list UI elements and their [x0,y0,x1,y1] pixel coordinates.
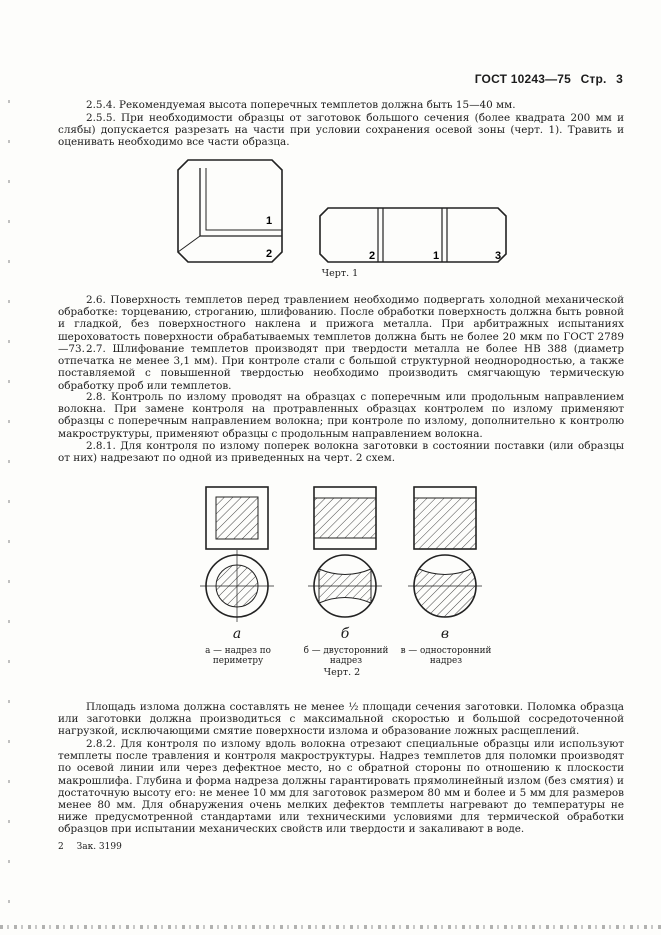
scheme-a-caption: а — надрез по периметру [205,646,271,666]
page-header [469,72,623,86]
paragraph-2-8-1-continued: Площадь излома должна составлять не менее ½ площади сечения заготовки. Поломка образца или заготовки должна производиться с максимальной скоростью и большой сосредоточенной нагрузкой, исключающими смятие поверхности излома и образование ложных расщеплений. [58,701,624,738]
fig1-label-2b: 2 [369,250,376,262]
figure-1-caption: Черт. 1 [321,268,359,279]
page-number: 3 [616,72,623,86]
paragraph-2-8-2: 2.8.2. Для контроля по излому вдоль волокна отрезают специальные образцы или используют темплеты после травления и контроля макроструктуры. Надрез темплетов для поломки производят по осевой линии или через дефектное место, но с обратной стороны по отношению к плоскости макрошлифа. Глубина и форма надреза должны гарантировать прямолинейный излом (без смятия) и достаточную высоту его: не менее 10 мм для заготовок размером 80 мм и более и 5 мм для размеров менее 80 мм. Для обнаружения очень мелких дефектов темплеты нагревают до температуры не ниже предусмотренной стандартами или техническими условиями для термической обработки образцов при испытании механических свойств или твердости и закаливают в воде. [58,738,624,836]
fig1-label-2a: 2 [266,248,273,260]
paragraph-2-8: 2.8. Контроль по излому проводят на образцах с поперечным или продольным направлением волокна. При замене контроля на протравленных образцах контролем по излому применяют образцы с поперечным направлением волокна; при контроле по излому, дополнительно к контролю макроструктуры, применяют образцы с продольным направлением волокна. [58,391,624,440]
footer-order-number: Зак. 3199 [76,842,122,852]
scheme-c-caption: в — односторонний надрез [400,646,492,666]
scheme-b-caption: б — двусторонний надрез [303,646,389,666]
scheme-a-letter: а [232,626,242,642]
scheme-b-letter: б [340,626,350,642]
scan-bottom-edge [0,925,661,929]
footer-page-number: 2 [58,842,64,852]
fig1-split-bar [320,208,506,262]
scheme-c-letter: в [440,626,450,642]
paragraph-2-8-1: 2.8.1. Для контроля по излому поперек волокна заготовки в состоянии поставки (или образцы от них) надрезают по одной из приведенных на черт. 2 схем. [58,440,624,465]
fig1-large-section [178,160,282,262]
standard-code: ГОСТ 10243—75 [474,72,572,86]
paragraph-2-5-4: 2.5.4. Рекомендуемая высота поперечных темплетов должна быть 15—40 мм. [86,99,516,111]
fig1-label-1a: 1 [266,215,273,227]
scheme-c-circle [408,555,482,617]
figure-2-caption: Черт. 2 [323,667,361,678]
scheme-b-circle [308,555,382,617]
fig1-label-3b: 3 [495,250,502,262]
page-footer [58,842,122,852]
paragraph-2-5-5: 2.5.5. При необходимости образцы от заготовок большого сечения (более квадрата 200 мм и слябы) допускается разрезать на части при условии сохранения осевой зоны (черт. 1). Травить и оценивать необходимо все части образца. [58,112,624,149]
scheme-c-square [414,487,476,549]
paragraph-2-7: 2.7. Шлифование темплетов производят при твердости металла не более HB 388 (диаметр отпечатка не менее 3,1 мм). При контроле стали с большой структурной неоднородностью, а также поставляемой с повышенной твердостью необходимо производить смягчающую термическую обработку проб или темплетов. [58,343,624,392]
scan-margin-marks [8,100,10,920]
fig1-label-1b: 1 [433,250,440,262]
page-label: Стр. [580,72,607,86]
scheme-a-square [206,487,268,549]
paragraph-2-6: 2.6. Поверхность темплетов перед травлением необходимо подвергать холодной механической обработке: торцеванию, строганию, шлифованию. После обработки поверхность должна быть ровной и гладкой, без поверхностного наклена и прижога металла. При арбитражных испытаниях шероховатость поверхности обрабатываемых темплетов должна быть не более 20 мкм по ГОСТ 2789—73. [58,294,624,355]
scheme-a-circle [200,550,274,622]
scheme-b-square [314,487,376,549]
